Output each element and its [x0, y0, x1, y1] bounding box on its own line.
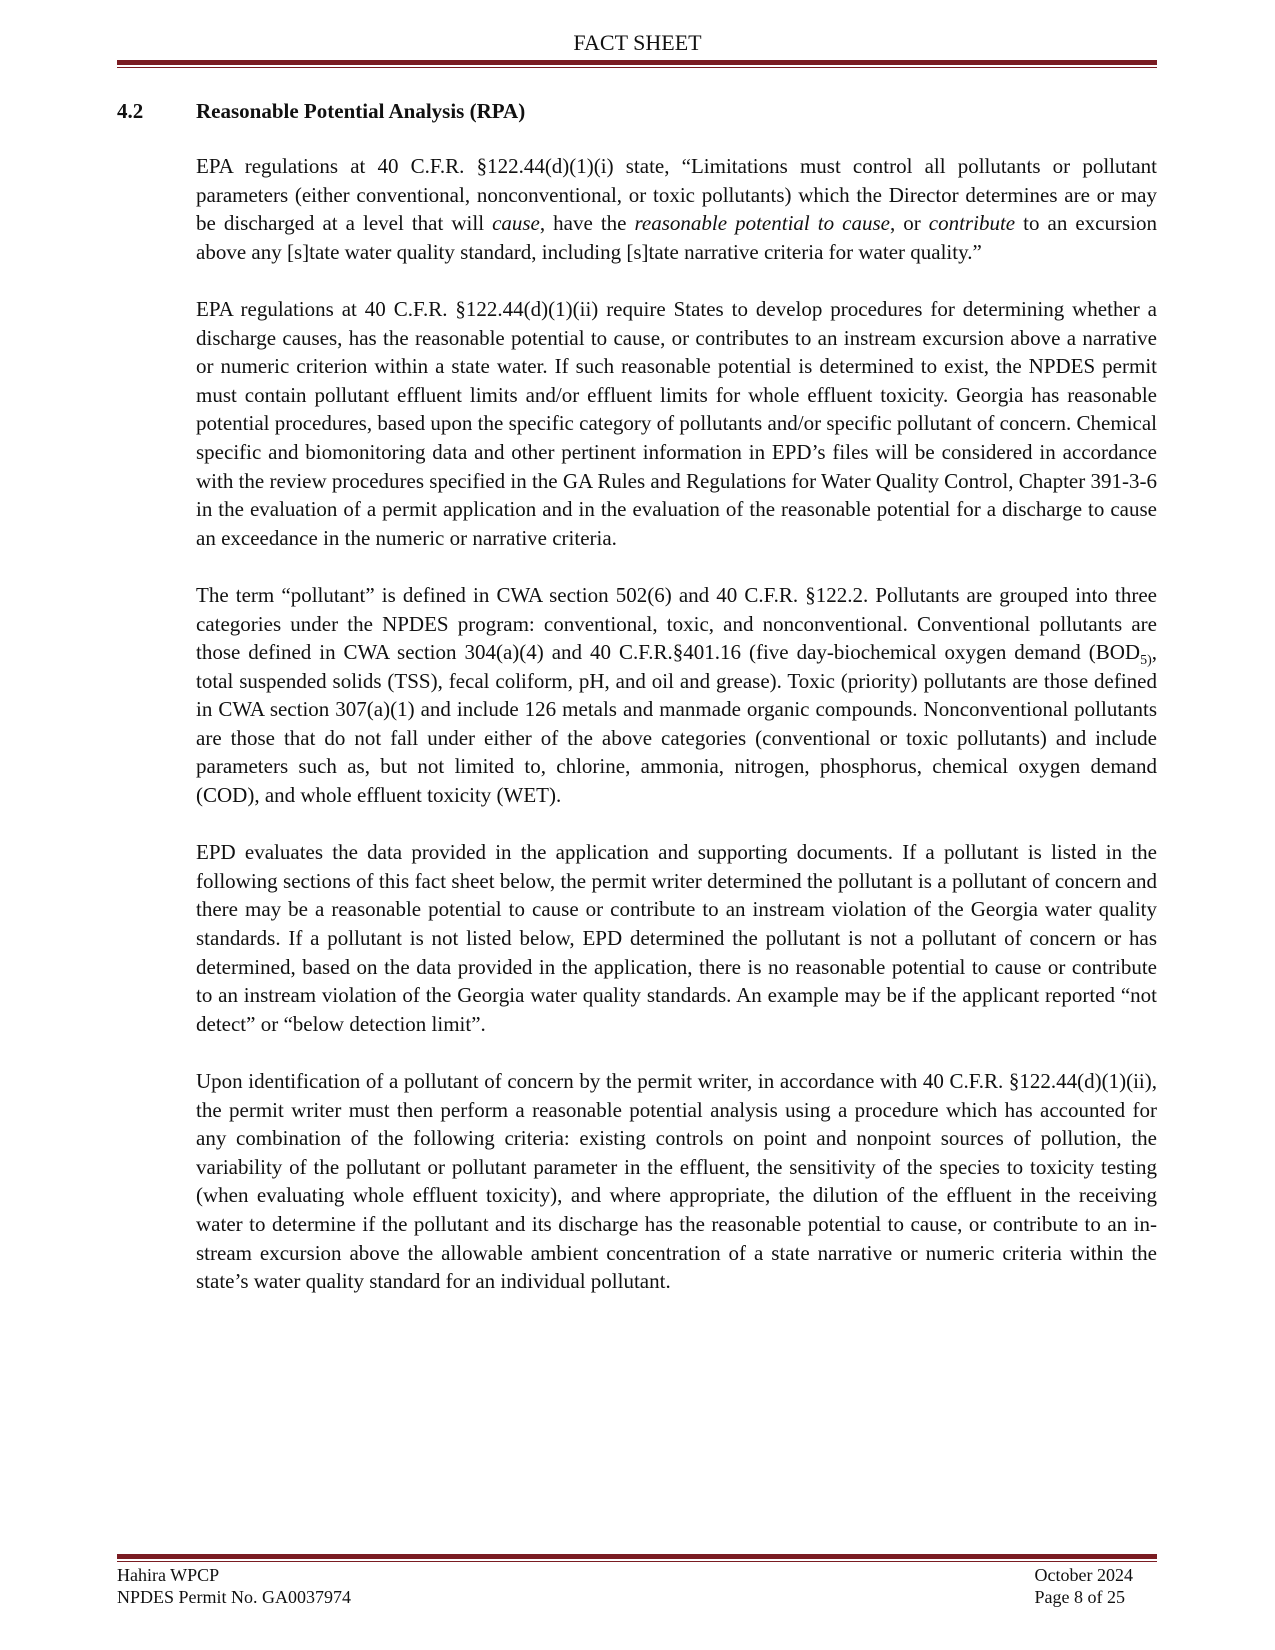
- footer-rule: [117, 1554, 1157, 1562]
- footer-facility: Hahira WPCP: [117, 1565, 220, 1585]
- paragraph-1: EPA regulations at 40 C.F.R. §122.44(d)(1)(i) state, “Limitations must control all pollutants or pollutant parameters (either conventional, nonconventional, or toxic pollutants) which the Director determines are or may be discharged at a level that will cause, have the reasonable potential to cause, or contribute to an excursion above any [s]tate water quality standard, including [s]tate narrative criteria for water quality.”: [196, 154, 1157, 264]
- footer-page-number: Page 8 of 25: [1034, 1587, 1125, 1607]
- footer-permit-number: NPDES Permit No. GA0037974: [117, 1587, 352, 1607]
- paragraph-3: The term “pollutant” is defined in CWA section 502(6) and 40 C.F.R. §122.2. Pollutants are grouped into three categories under the NPDES program: conventional, toxic, and nonconventional. Conventional pollutants are those defined in CWA section 304(a)(4) and 40 C.F.R.§401.16 (five day-biochemical oxygen demand ($BOD_{5)}$, total suspended solids (TSS), fecal coliform, pH, and oil and grease). Toxic (priority) pollutants are those defined in CWA section 307(a)(1) and include 126 metals and manmade organic compounds. Nonconventional pollutants are those that do not fall under either of the above categories (conventional or toxic pollutants) and include parameters such as, but not limited to, chlorine, ammonia, nitrogen, phosphorus, chemical oxygen demand (COD), and whole effluent toxicity (WET).: [196, 582, 1157, 808]
- section-heading: [117, 98, 525, 124]
- page-header-title: FACT SHEET: [573, 30, 702, 55]
- paragraph-2: EPA regulations at 40 C.F.R. §122.44(d)(1)(ii) require States to develop procedures for determining whether a discharge causes, has the reasonable potential to cause, or contributes to an instream excursion above a narrative or numeric criterion within a state water. If such reasonable potential is determined to exist, the NPDES permit must contain pollutant effluent limits and/or effluent limits for whole effluent toxicity. Georgia has reasonable potential procedures, based upon the specific category of pollutants and/or specific pollutant of concern. Chemical specific and biomonitoring data and other pertinent information in EPD’s files will be considered in accordance with the review procedures specified in the GA Rules and Regulations for Water Quality Control, Chapter 391-3-6 in the evaluation of a permit application and in the evaluation of the reasonable potential for a discharge to cause an exceedance in the numeric or narrative criteria.: [196, 296, 1158, 550]
- footer-date: October 2024: [1034, 1565, 1133, 1585]
- paragraph-5: Upon identification of a pollutant of concern by the permit writer, in accordance with 40 C.F.R. §122.44(d)(1)(ii), the permit writer must then perform a reasonable potential analysis using a procedure which has accounted for any combination of the following criteria: existing controls on point and nonpoint sources of pollution, the variability of the pollutant or pollutant parameter in the effluent, the sensitivity of the species to toxicity testing (when evaluating whole effluent toxicity), and where appropriate, the dilution of the effluent in the receiving water to determine if the pollutant and its discharge has the reasonable potential to cause, or contribute to an in-stream excursion above the allowable ambient concentration of a state narrative or numeric criteria within the state’s water quality standard for an individual pollutant.: [196, 1069, 1157, 1294]
- section-title: Reasonable Potential Analysis (RPA): [196, 99, 526, 123]
- header-rule: [117, 60, 1157, 68]
- body-text: [196, 152, 1157, 1324]
- paragraph-4: EPD evaluates the data provided in the application and supporting documents. If a pollutant is listed in the following sections of this fact sheet below, the permit writer determined the pollutant is a pollutant of concern and there may be a reasonable potential to cause or contribute to an instream violation of the Georgia water quality standards. If a pollutant is not listed below, EPD determined the pollutant is not a pollutant of concern or has determined, based on the data provided in the application, there is no reasonable potential to cause or contribute to an instream violation of the Georgia water quality standards. An example may be if the applicant reported “not detect” or “below detection limit”.: [196, 840, 1157, 1036]
- section-number: 4.2: [117, 99, 144, 123]
